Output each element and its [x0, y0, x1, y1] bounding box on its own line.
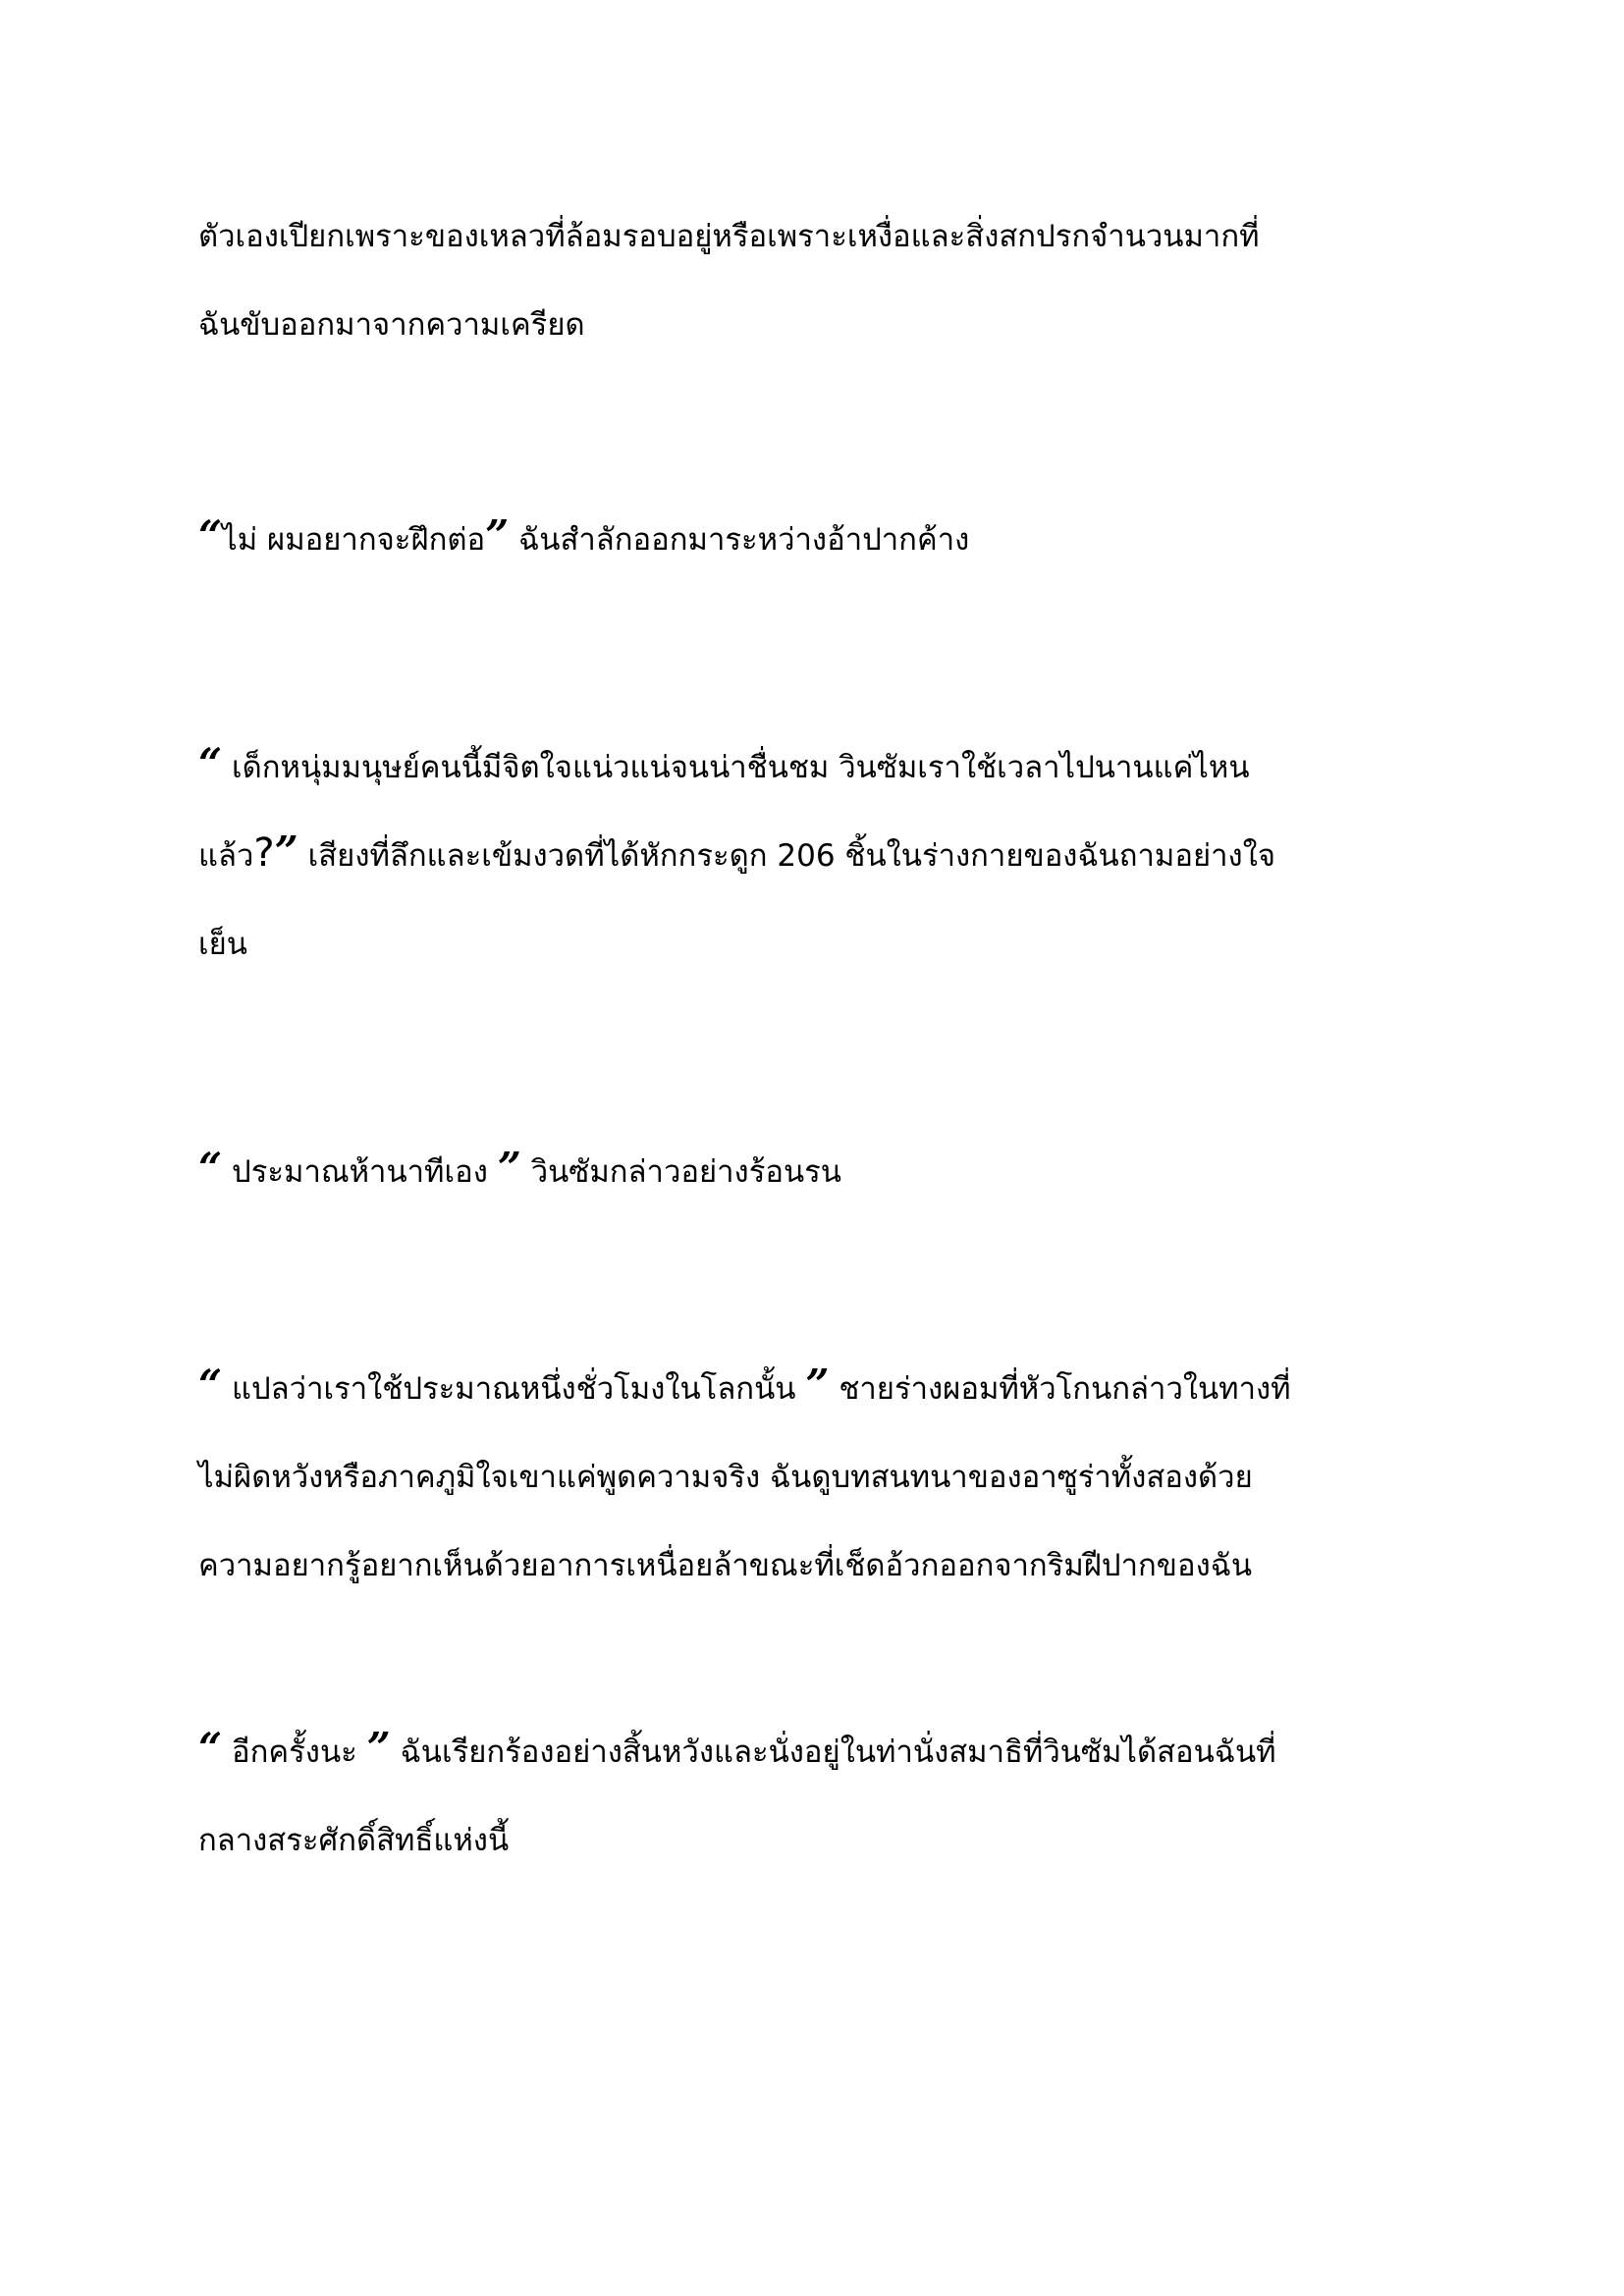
paragraph-5-line-2: ไม่ผิดหวังหรือภาคภูมิใจเขาแค่พูดความจริง ฉันดูบทสนทนาของอาซูร่าทั้งสองด้วย — [198, 1460, 1253, 1495]
paragraph-3-line-1 — [198, 723, 1431, 812]
paragraph-5-line-1 — [198, 1345, 1431, 1433]
paragraph-6 — [198, 1708, 1431, 1885]
dialogue-speech: ไม่ ผมอยากจะฝึกต่อ — [222, 522, 486, 558]
dialogue-narration: ฉันสำลักออกมาระหว่างอ้าปากค้าง — [509, 522, 970, 558]
dialogue-speech-end: แล้ว — [198, 838, 254, 874]
open-quote: “ — [198, 511, 223, 560]
paragraph-3-line-3: เย็น — [198, 927, 247, 962]
paragraph-5 — [198, 1345, 1431, 1610]
dialogue-narration: วินซัมกล่าวอย่างร้อนรน — [520, 1154, 841, 1190]
dialogue-speech: เด็กหนุ่มมนุษย์คนนี้มีจิตใจแน่วแน่จนน่าชื่นชม วินซัมเราใช้เวลาไปนานแค่ไหน — [222, 750, 1250, 785]
open-quote: “ — [198, 1144, 223, 1192]
paragraph-2-line-1 — [198, 496, 1431, 584]
open-quote: “ — [198, 739, 223, 787]
open-quote: “ — [198, 1361, 223, 1409]
question-mark: ? — [253, 830, 275, 876]
dialogue-narration: ฉันเรียกร้องอย่างสิ้นหวังและนั่งอยู่ในท่านั่งสมาธิที่วินซัมได้สอนฉันที่ — [390, 1735, 1276, 1770]
paragraph-3 — [198, 723, 1431, 988]
dialogue-speech: ประมาณห้านาทีเอง — [222, 1154, 498, 1190]
close-quote: ” — [274, 828, 298, 876]
dialogue-speech: แปลว่าเราใช้ประมาณหนึ่งชั่วโมงในโลกนั้น — [222, 1371, 806, 1407]
dialogue-narration: เสียงที่ลึกและเข้มงวดที่ได้หักกระดูก 206 ชิ้นในร่างกายของฉันถามอย่างใจ — [298, 838, 1275, 874]
paragraph-4 — [198, 1128, 1431, 1216]
paragraph-6-line-2: กลางสระศักดิ์สิทธิ์แห่งนี้ — [198, 1823, 510, 1858]
paragraph-4-line-1 — [198, 1128, 1431, 1216]
paragraph-1 — [198, 192, 1431, 369]
close-quote: ” — [805, 1361, 830, 1409]
open-quote: “ — [198, 1724, 223, 1772]
close-quote: ” — [366, 1724, 391, 1772]
paragraph-1-line-2: ฉันขับออกมาจากความเครียด — [198, 307, 585, 343]
close-quote: ” — [497, 1144, 521, 1192]
paragraph-3-line-2 — [198, 812, 1431, 900]
paragraph-6-line-1 — [198, 1708, 1431, 1796]
close-quote: ” — [485, 511, 510, 560]
dialogue-speech: อีกครั้งนะ — [222, 1735, 367, 1770]
dialogue-narration: ชายร่างผอมที่หัวโกนกล่าวในทางที่ — [829, 1371, 1291, 1407]
paragraph-1-line-1: ตัวเองเปียกเพราะของเหลวที่ล้อมรอบอยู่หรือเพราะเหงื่อและสิ่งสกปรกจำนวนมากที่ — [198, 219, 1260, 254]
paragraph-5-line-3: ความอยากรู้อยากเห็นด้วยอาการเหนื่อยล้าขณะที่เช็ดอ้วกออกจากริมฝีปากของฉัน — [198, 1548, 1253, 1583]
paragraph-2 — [198, 496, 1431, 584]
